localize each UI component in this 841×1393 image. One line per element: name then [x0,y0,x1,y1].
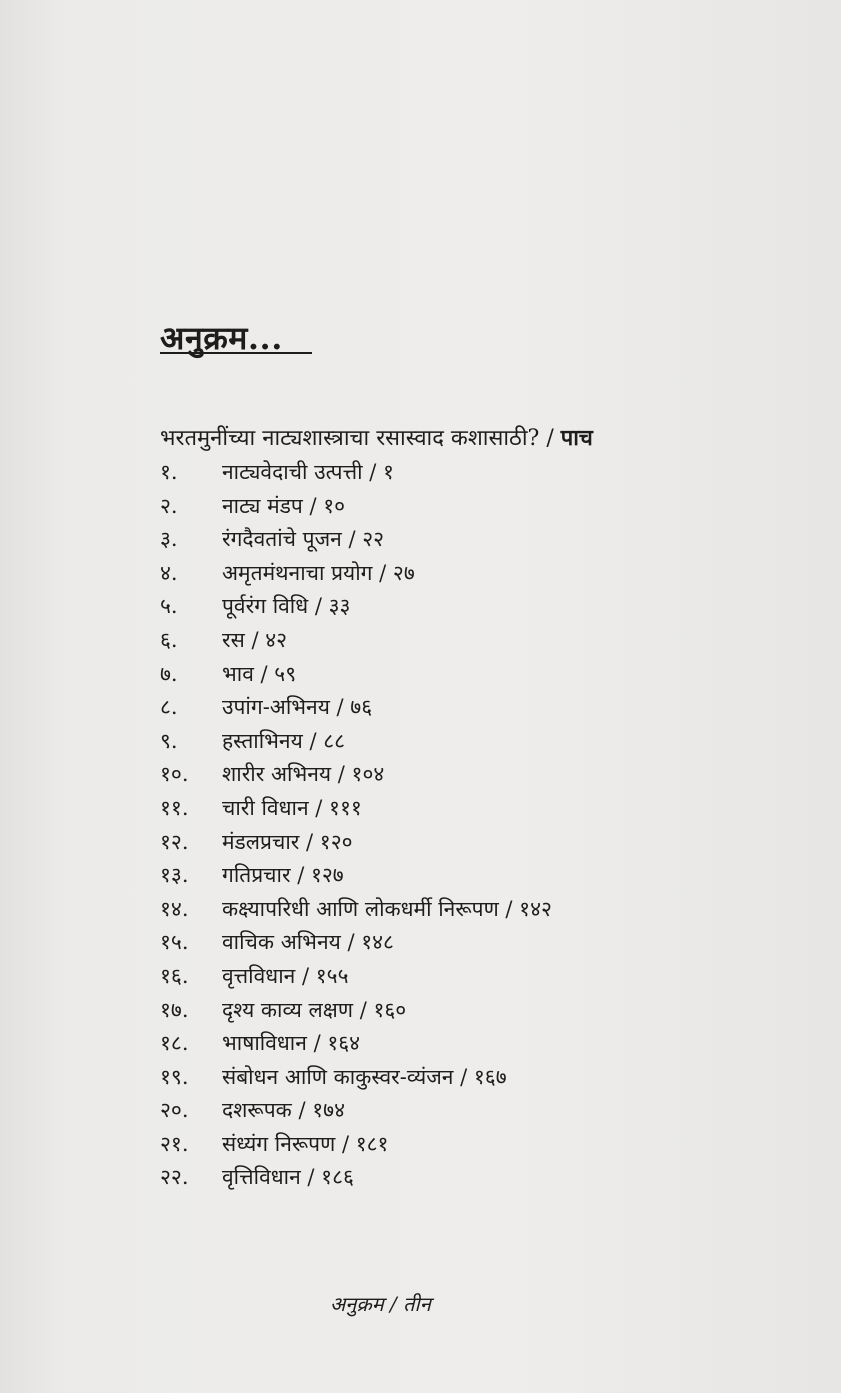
toc-entry-title: वाचिक अभिनय / १४८ [222,930,394,955]
toc-entry-title: दशरूपक / १७४ [222,1098,345,1123]
toc-entry-title: नाट्य मंडप / १० [222,493,346,518]
toc-entry-title: नाट्यवेदाची उत्पत्ती / १ [222,460,394,484]
intro-entry [160,422,593,452]
toc-entry-title: रंगदैवतांचे पूजन / २२ [222,527,385,552]
contents-heading: अनुक्रम... [160,319,283,357]
toc-entry-title: अमृतमंथनाचा प्रयोग / २७ [222,560,415,585]
toc-entry-number: ११. [160,795,189,820]
toc-entry [160,624,552,658]
toc-entry [160,557,552,591]
toc-entry-number: ५. [160,594,178,619]
toc-entry [160,893,552,927]
toc-entry-title: संबोधन आणि काकुस्वर-व्यंजन / १६७ [222,1064,507,1089]
toc-entry-title: पूर्वरंग विधि / ३३ [222,594,351,619]
toc-entry-title: मंडलप्रचार / १२० [222,829,353,854]
toc-entry-number: ८. [160,695,178,720]
toc-entry-number: १८. [160,1031,189,1056]
toc-entry-number: १३. [160,863,189,888]
intro-page-number: पाच [560,425,593,451]
heading-underline [160,352,312,354]
contents-list [160,456,552,1195]
toc-entry-number: २१. [160,1131,189,1156]
toc-entry-number: १९. [160,1064,189,1089]
toc-entry [160,590,552,624]
toc-entry [160,859,552,893]
toc-entry [160,523,552,557]
toc-entry [160,1027,552,1061]
toc-entry-number: १२. [160,829,189,854]
toc-entry [160,826,552,860]
toc-entry-title: रस / ४२ [222,627,288,652]
toc-entry-number: १६. [160,963,189,988]
toc-entry-number: १४. [160,896,189,921]
toc-entry-number: १०. [160,762,189,787]
toc-entry-number: २. [160,493,178,518]
toc-entry [160,1094,552,1128]
toc-entry-number: ७. [160,661,178,686]
toc-entry-title: कक्ष्यापरिधी आणि लोकधर्मी निरूपण / १४२ [222,896,552,921]
intro-title: भरतमुनींच्या नाट्यशास्त्राचा रसास्वाद कशासाठी? / [160,426,561,451]
toc-entry-title: चारी विधान / १११ [222,795,362,820]
toc-entry-title: गतिप्रचार / १२७ [222,863,344,888]
toc-entry-number: २०. [160,1098,189,1123]
toc-entry-number: ३. [160,527,178,552]
toc-entry [160,490,552,524]
toc-entry-title: वृत्तविधान / १५५ [222,963,349,988]
toc-entry-number: १. [160,460,178,484]
toc-entry [160,1161,552,1195]
toc-entry-title: वृत्तिविधान / १८६ [222,1165,354,1190]
toc-entry-number: १७. [160,997,189,1022]
toc-entry [160,758,552,792]
toc-entry [160,725,552,759]
toc-entry [160,792,552,826]
toc-entry-title: हस्ताभिनय / ८८ [222,728,346,753]
toc-entry-title: भाव / ५९ [222,661,297,686]
toc-entry-title: भाषाविधान / १६४ [222,1031,361,1056]
toc-entry-number: १५. [160,930,189,955]
toc-entry-number: ६. [160,627,178,652]
toc-entry [160,1128,552,1162]
toc-entry-number: २२. [160,1165,189,1190]
toc-entry [160,994,552,1028]
toc-entry [160,1061,552,1095]
toc-entry-number: ९. [160,728,178,753]
toc-entry [160,960,552,994]
toc-entry-title: दृश्य काव्य लक्षण / १६० [222,997,407,1022]
toc-entry [160,456,552,490]
toc-entry [160,691,552,725]
toc-entry [160,658,552,692]
toc-entry-title: उपांग-अभिनय / ७६ [222,695,373,720]
toc-entry [160,926,552,960]
toc-entry-title: संध्यंग निरूपण / १८१ [222,1131,389,1156]
toc-entry-title: शारीर अभिनय / १०४ [222,762,385,787]
toc-entry-number: ४. [160,560,178,585]
page-footer: अनुक्रम / तीन [330,1292,431,1316]
